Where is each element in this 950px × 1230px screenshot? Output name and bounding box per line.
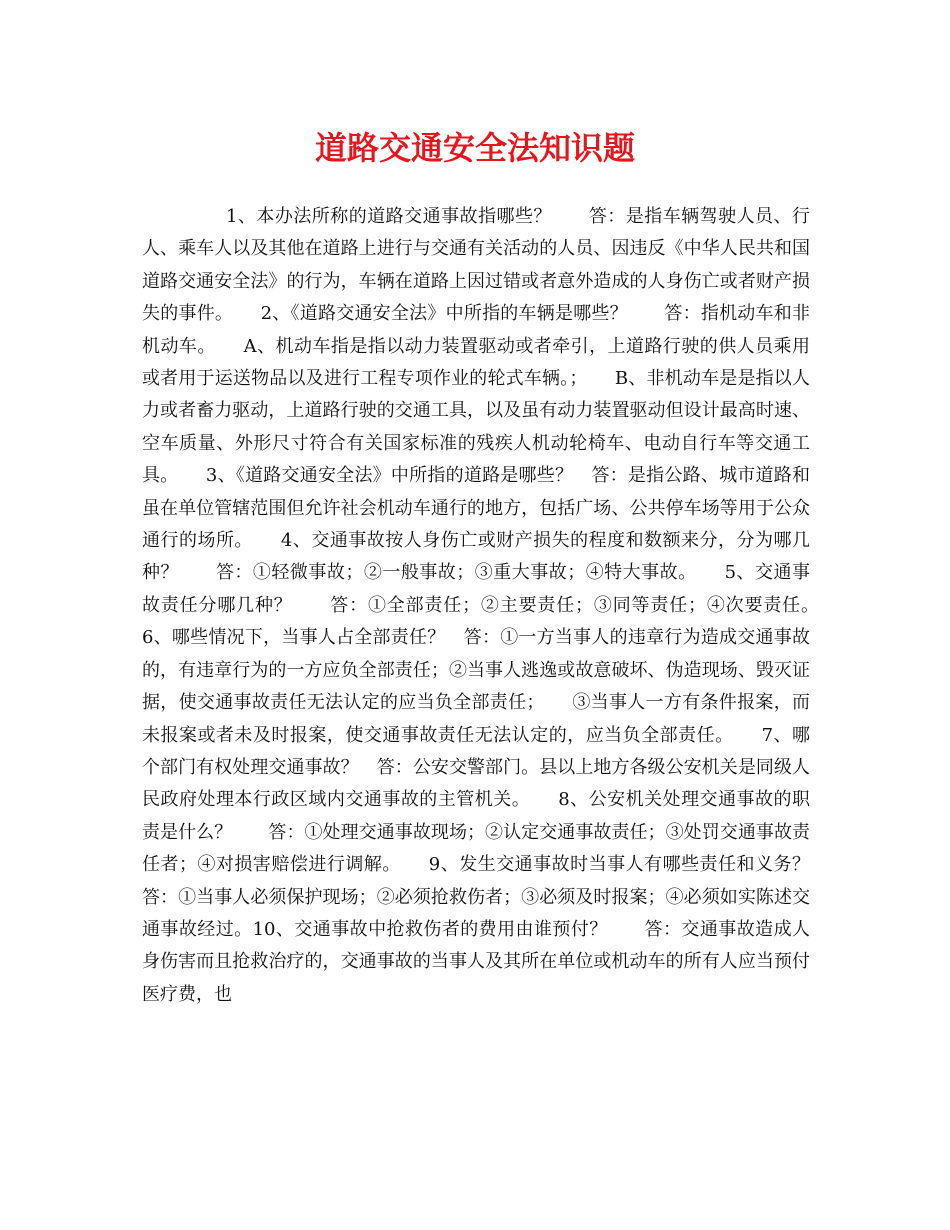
document-body: 1、本办法所称的道路交通事故指哪些？ 答：是指车辆驾驶人员、行人、乘车人以及其他在道路上进行与交通有关活动的人员、因违反《中华人民共和国道路交通安全法》的行为，车辆在道路上因过错或者意外造成的人身伤亡或者财产损失的事件。 2、《道路交通安全法》中所指的车辆是哪些？ 答：指机动车和非机动车。 A、机动车指是指以动力装置驱动或者牵引，上道路行驶的供人员乘用或者用于运送物品以及进行工程专项作业的轮式车辆。； B、非机动车是是指以人力或者畜力驱动，上道路行驶的交通工具，以及虽有动力装置驱动但设计最高时速、空车质量、外形尺寸符合有关国家标准的残疾人机动轮椅车、电动自行车等交通工具。 3、《道路交通安全法》中所指的道路是哪些？ 答：是指公路、城市道路和虽在单位管辖范围但允许社会机动车通行的地方，包括广场、公共停车场等用于公众通行的场所。 4、交通事故按人身伤亡或财产损失的程度和数额来分，分为哪几种？ 答：①轻微事故；②一般事故；③重大事故；④特大事故。 5、交通事故责任分哪几种？ 答：①全部责任；②主要责任；③同等责任；④次要责任。 6、哪些情况下，当事人占全部责任？ 答：①一方当事人的违章行为造成交通事故的，有违章行为的一方应负全部责任；②当事人逃逸或故意破坏、伪造现场、毁灭证据，使交通事故责任无法认定的应当负全部责任； ③当事人一方有条件报案，而未报案或者未及时报案，使交通事故责任无法认定的，应当负全部责任。 7、哪个部门有权处理交通事故？ 答：公安交警部门。县以上地方各级公安机关是同级人民政府处理本行政区域内交通事故的主管机关。 8、公安机关处理交通事故的职责是什么？ 答：①处理交通事故现场；②认定交通事故责任；③处罚交通事故责任者；④对损害赔偿进行调解。 9、发生交通事故时当事人有哪些责任和义务？ 答：①当事人必须保护现场；②必须抢救伤者；③必须及时报案；④必须如实陈述交通事故经过。10、交通事故中抢救伤者的费用由谁预付？ 答：交通事故造成人身伤害而且抢救治疗的，交通事故的当事人及其所在单位或机动车的所有人应当预付医疗费，也 <box>142 206 846 1005</box>
document-title: 道路交通安全法知识题 <box>314 129 635 167</box>
